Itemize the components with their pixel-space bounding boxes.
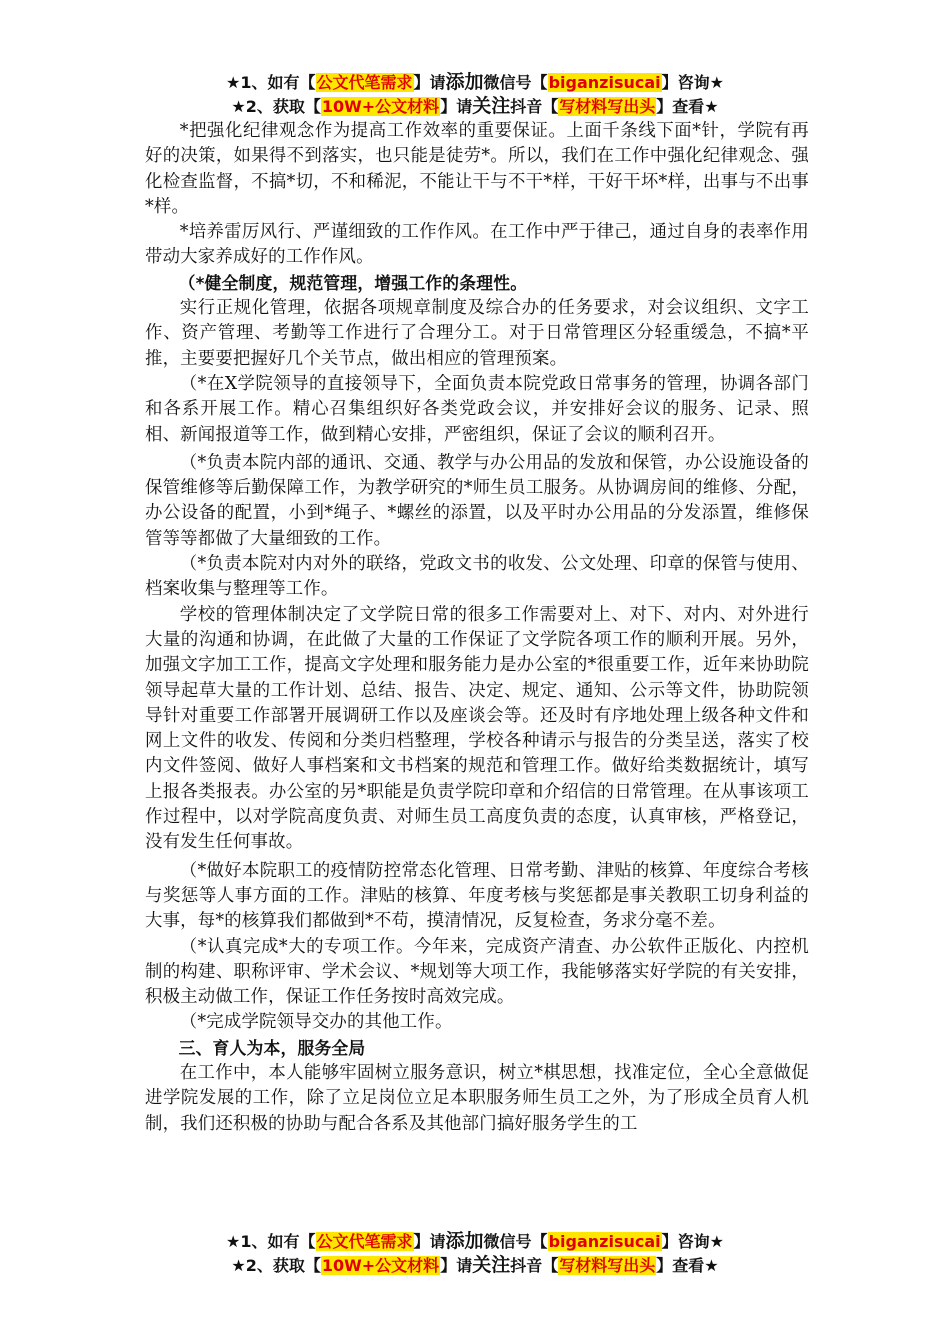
highlight-douyin-account: 写材料写出头 — [559, 97, 656, 116]
paragraph: （*做好本院职工的疫情防控常态化管理、日常考勤、津贴的核算、年度综合考核与奖惩等人事方面的工作。津贴的核算、年度考核与奖惩都是事关教职工切身利益的大事，每*的核算我们都做到*不苟，摸清情况，反复检查，务求分毫不差。 — [145, 860, 809, 932]
paragraph: （*负责本院内部的通讯、交通、教学与办公用品的发放和保管，办公设施设备的保管维修等后勤保障工作，为教学研究的*师生员工服务。从协调房间的维修、分配，办公设备的配置，小到*绳子、*螺丝的添置，以及平时办公用品的分发添置，维修保管等等都做了大量细致的工作。 — [145, 452, 809, 549]
paragraph: （*在X学院领导的直接领导下，全面负责本院党政日常事务的管理，协调各部门和各系开展工作。精心召集组织好各类党政会议，并安排好会议的服务、记录、照相、新闻报道等工作，做到精心安排，严密组织，保证了会议的顺利召开。 — [145, 373, 809, 445]
paragraph: 实行正规化管理，依据各项规章制度及综合办的任务要求，对会议组织、文字工作、资产管理、考勤等工作进行了合理分工。对于日常管理区分轻重缓急，不搞*平推，主要要把握好几个关节点，做出相应的管理预案。 — [145, 298, 809, 369]
paragraph: （*负责本院对内对外的联络，党政文书的收发、公文处理、印章的保管与使用、档案收集与整理等工作。 — [145, 554, 809, 600]
paragraph: *把强化纪律观念作为提高工作效率的重要保证。上面千条线下面*针，学院有再好的决策，如果得不到落实，也只能是徒劳*。所以，我们在工作中强化纪律观念、强化检查监督，不搞*切，不和稀泥，不能让干与不干*样，干好干坏*样，出事与不出事*样。 — [145, 121, 809, 217]
promo-banner-douyin-footer: ★2、获取【10W+公文材料】请关注抖音【写材料写出头】查看★ — [231, 1254, 719, 1276]
document-body — [145, 119, 809, 1137]
highlight-materials: 10W+公文材料 — [321, 97, 440, 116]
highlight-service: 公文代笔需求 — [316, 1232, 413, 1251]
highlight-wechat-id: biganzisucai — [548, 1232, 661, 1251]
highlight-service: 公文代笔需求 — [316, 73, 413, 92]
highlight-materials: 10W+公文材料 — [321, 1256, 440, 1275]
paragraph: （*认真完成*大的专项工作。今年来，完成资产清查、办公软件正版化、内控机制的构建、职称评审、学术会议、*规划等大项工作，我能够落实好学院的有关安排，积极主动做工作，保证工作任务按时高效完成。 — [145, 936, 809, 1008]
paragraph: （*完成学院领导交办的其他工作。 — [179, 1012, 453, 1033]
promo-banner-douyin: ★2、获取【10W+公文材料】请关注抖音【写材料写出头】查看★ — [231, 95, 719, 117]
promo-banner-wechat: ★1、如有【公文代笔需求】请添加微信号【biganzisucai】咨询★ — [226, 71, 724, 93]
paragraph: *培养雷厉风行、严谨细致的工作作风。在工作中严于律己，通过自身的表率作用带动大家养成好的工作作风。 — [145, 222, 809, 268]
highlight-douyin-account: 写材料写出头 — [559, 1256, 656, 1275]
section-heading: 三、育人为本，服务全局 — [178, 1037, 366, 1058]
promo-banner-wechat-footer: ★1、如有【公文代笔需求】请添加微信号【biganzisucai】咨询★ — [226, 1230, 724, 1252]
section-heading: （*健全制度，规范管理，增强工作的条理性。 — [178, 272, 528, 293]
highlight-wechat-id: biganzisucai — [548, 73, 661, 92]
paragraph: 在工作中，本人能够牢固树立服务意识，树立*棋思想，找准定位，全心全意做促进学院发展的工作，除了立足岗位立足本职服务师生员工之外，为了形成全员育人机制，我们还积极的协助与配合各系及其他部门搞好服务学生的工 — [145, 1062, 809, 1134]
paragraph: 学校的管理体制决定了文学院日常的很多工作需要对上、对下、对内、对外进行大量的沟通和协调，在此做了大量的工作保证了文学院各项工作的顺利开展。另外，加强文字加工工作，提高文字处理和服务能力是办公室的*很重要工作，近年来协助院领导起草大量的工作计划、总结、报告、决定、规定、通知、公示等文件，协助院领导针对重要工作部署开展调研工作以及座谈会等。还及时有序地处理上级各种文件和网上文件的收发、传阅和分类归档整理，学校各种请示与报告的分类呈送，落实了校内文件签阅、做好人事档案和文书档案的规范和管理工作。做好给类数据统计，填写上报各类报表。办公室的另*职能是负责学院印章和介绍信的日常管理。在从事该项工作过程中，以对学院高度负责、对师生员工高度负责的态度，认真审核，严格登记，没有发生任何事故。 — [145, 604, 809, 853]
